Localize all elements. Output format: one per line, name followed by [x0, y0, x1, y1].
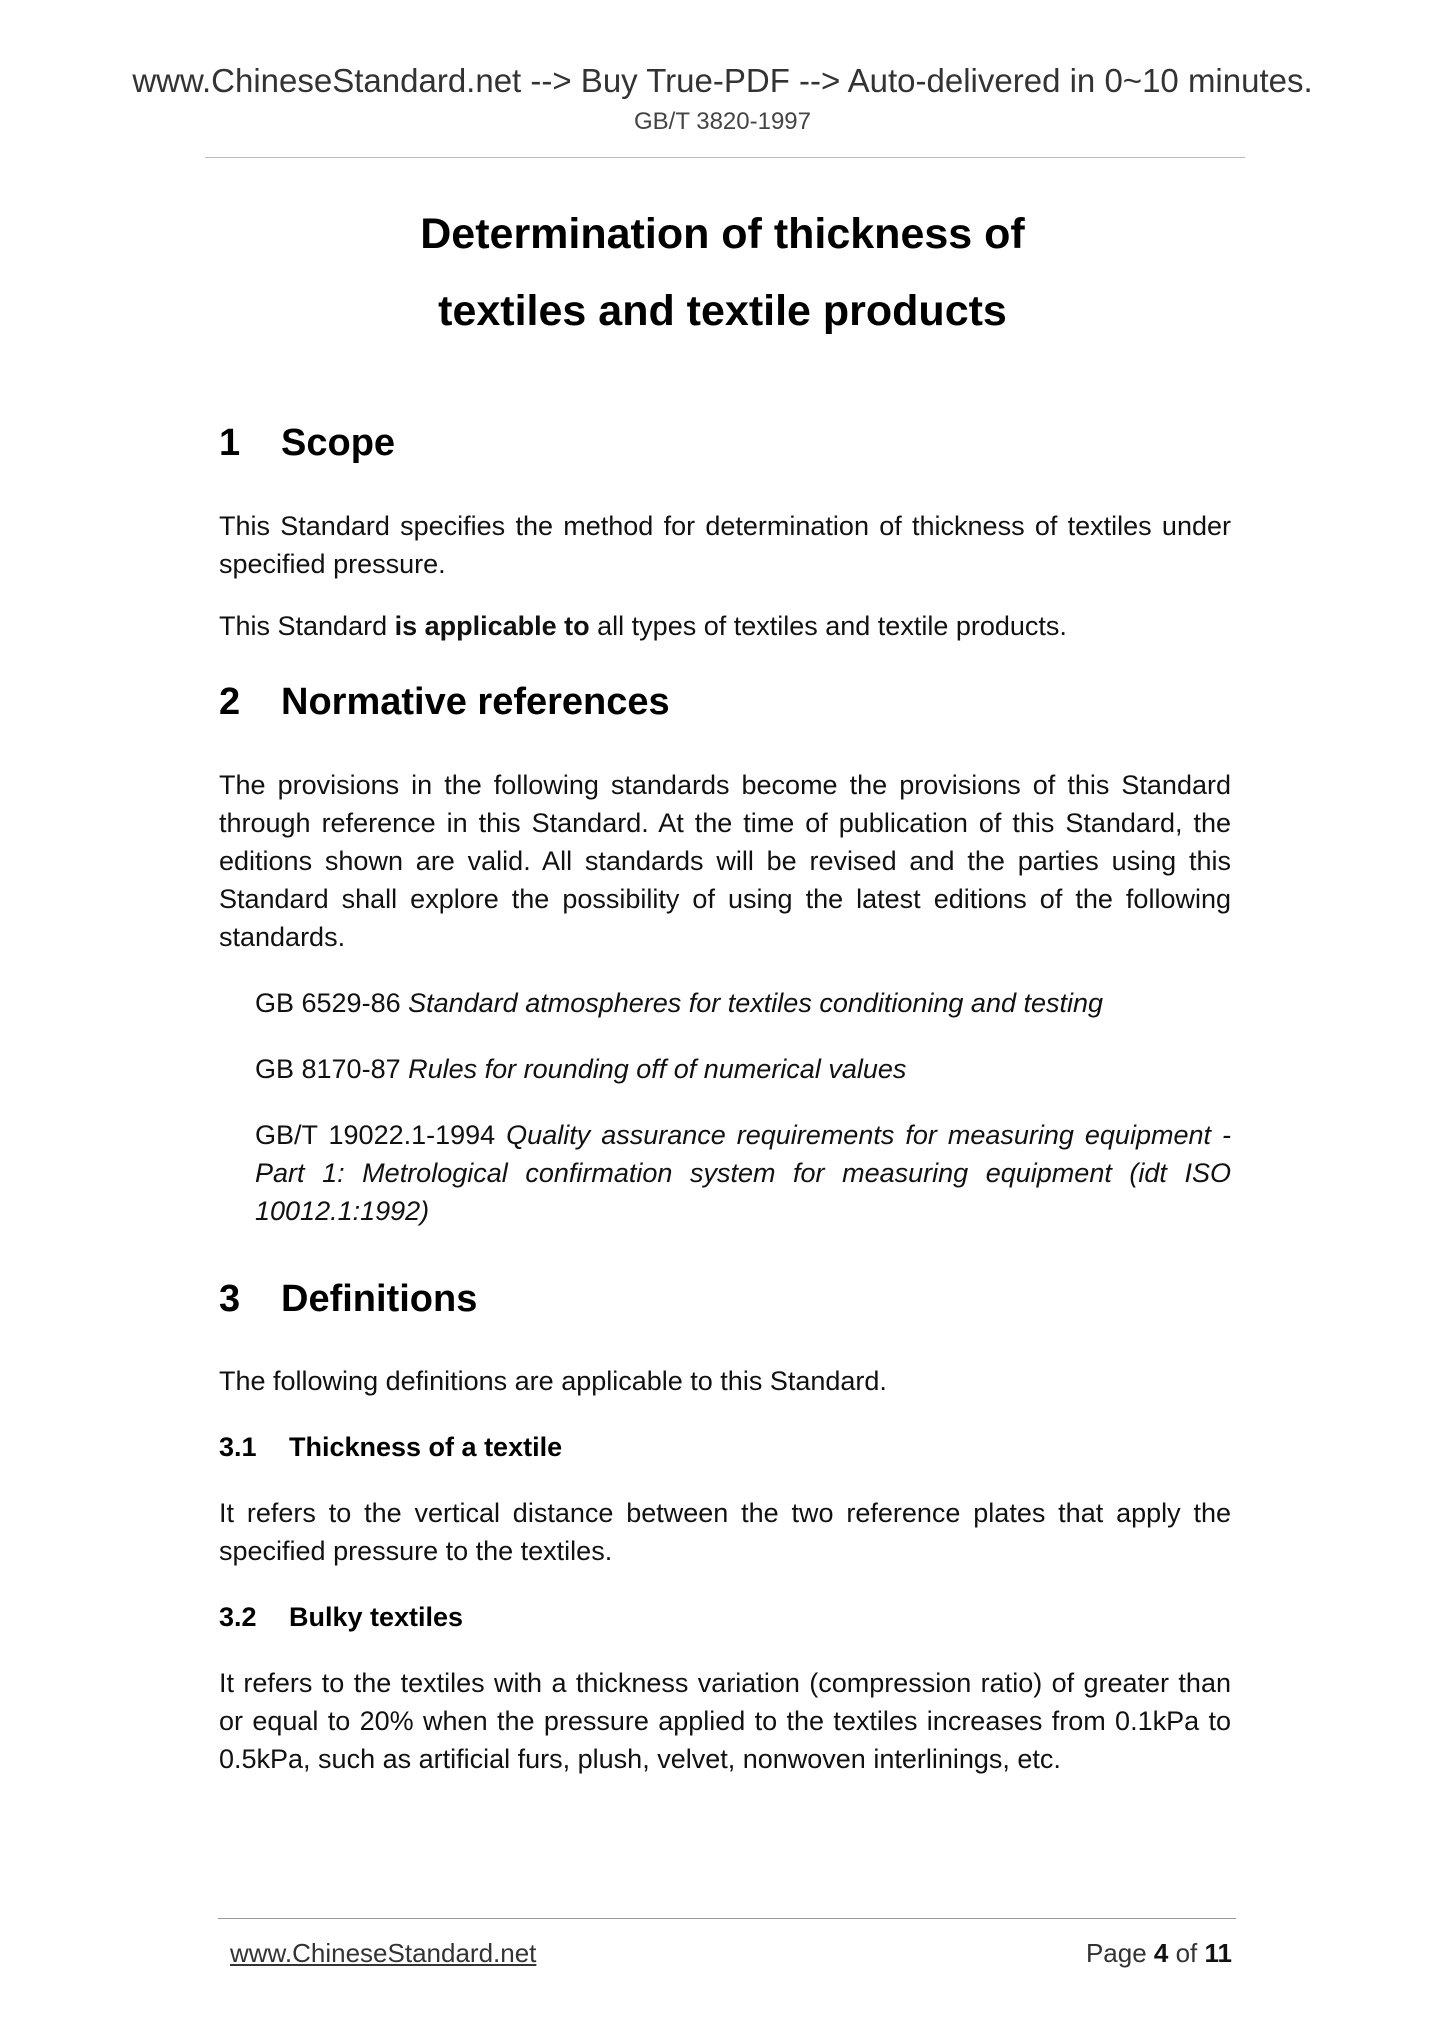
scope-paragraph-2: This Standard is applicable to all types of textiles and textile products. [219, 611, 1067, 641]
subsection-3-1-heading [219, 1429, 1231, 1465]
header-divider [205, 157, 1245, 158]
section-number: 1 [219, 422, 241, 464]
document-title [0, 196, 1445, 350]
definition-3-2-text: It refers to the textiles with a thickness variation (compression ratio) of greater than or equal to 20% when the pressure applied to the textiles increases from 0.1kPa to 0.5kPa, such as artificial furs, plush, velvet, nonwoven interlinings, etc. [219, 1668, 1231, 1774]
definition-3-1-text: It refers to the vertical distance between the two reference plates that apply the specified pressure to the textiles. [219, 1498, 1231, 1566]
section-title: Normative references [281, 681, 670, 723]
reference-item: GB 8170-87 Rules for rounding off of numerical values [255, 1054, 907, 1084]
header-banner: www.ChineseStandard.net --> Buy True-PDF --> Auto-delivered in 0~10 minutes. [132, 62, 1313, 99]
title-line-2: textiles and textile products [438, 287, 1007, 335]
scope-paragraph-1: This Standard specifies the method for determination of thickness of textiles under specified pressure. [219, 511, 1231, 579]
standard-number: GB/T 3820-1997 [633, 108, 811, 135]
subsection-3-2-heading [219, 1599, 1231, 1635]
section-title: Definitions [281, 1278, 478, 1320]
subsection-title: Thickness of a textile [289, 1432, 563, 1462]
footer-website-link[interactable]: www.ChineseStandard.net [230, 1938, 537, 1968]
subsection-number: 3.2 [219, 1602, 257, 1632]
section-number: 2 [219, 681, 241, 723]
subsection-title: Bulky textiles [289, 1602, 464, 1632]
document-body [219, 420, 1231, 1778]
section-title: Scope [281, 422, 396, 464]
reference-item: GB/T 19022.1-1994 Quality assurance requirements for measuring equipment - Part 1: Metrological confirmation system for measuring equipment (idt ISO 10012.1:1992) [255, 1120, 1231, 1226]
section-1-heading [219, 420, 1231, 466]
definitions-intro: The following definitions are applicable to this Standard. [219, 1366, 887, 1396]
reference-item: GB 6529-86 Standard atmospheres for textiles conditioning and testing [255, 988, 1104, 1018]
section-3-heading [219, 1276, 1231, 1322]
normative-intro: The provisions in the following standards become the provisions of this Standard through reference in this Standard. At the time of publication of this Standard, the editions shown are valid. All standards will be revised and the parties using this Standard shall explore the possibility of using the latest editions of the following standards. [219, 770, 1231, 952]
subsection-number: 3.1 [219, 1432, 257, 1462]
title-line-1: Determination of thickness of [420, 210, 1025, 258]
section-2-heading [219, 679, 1231, 725]
section-number: 3 [219, 1278, 241, 1320]
footer-divider [218, 1918, 1236, 1919]
page-indicator: Page 4 of 11 [1085, 1938, 1232, 1968]
